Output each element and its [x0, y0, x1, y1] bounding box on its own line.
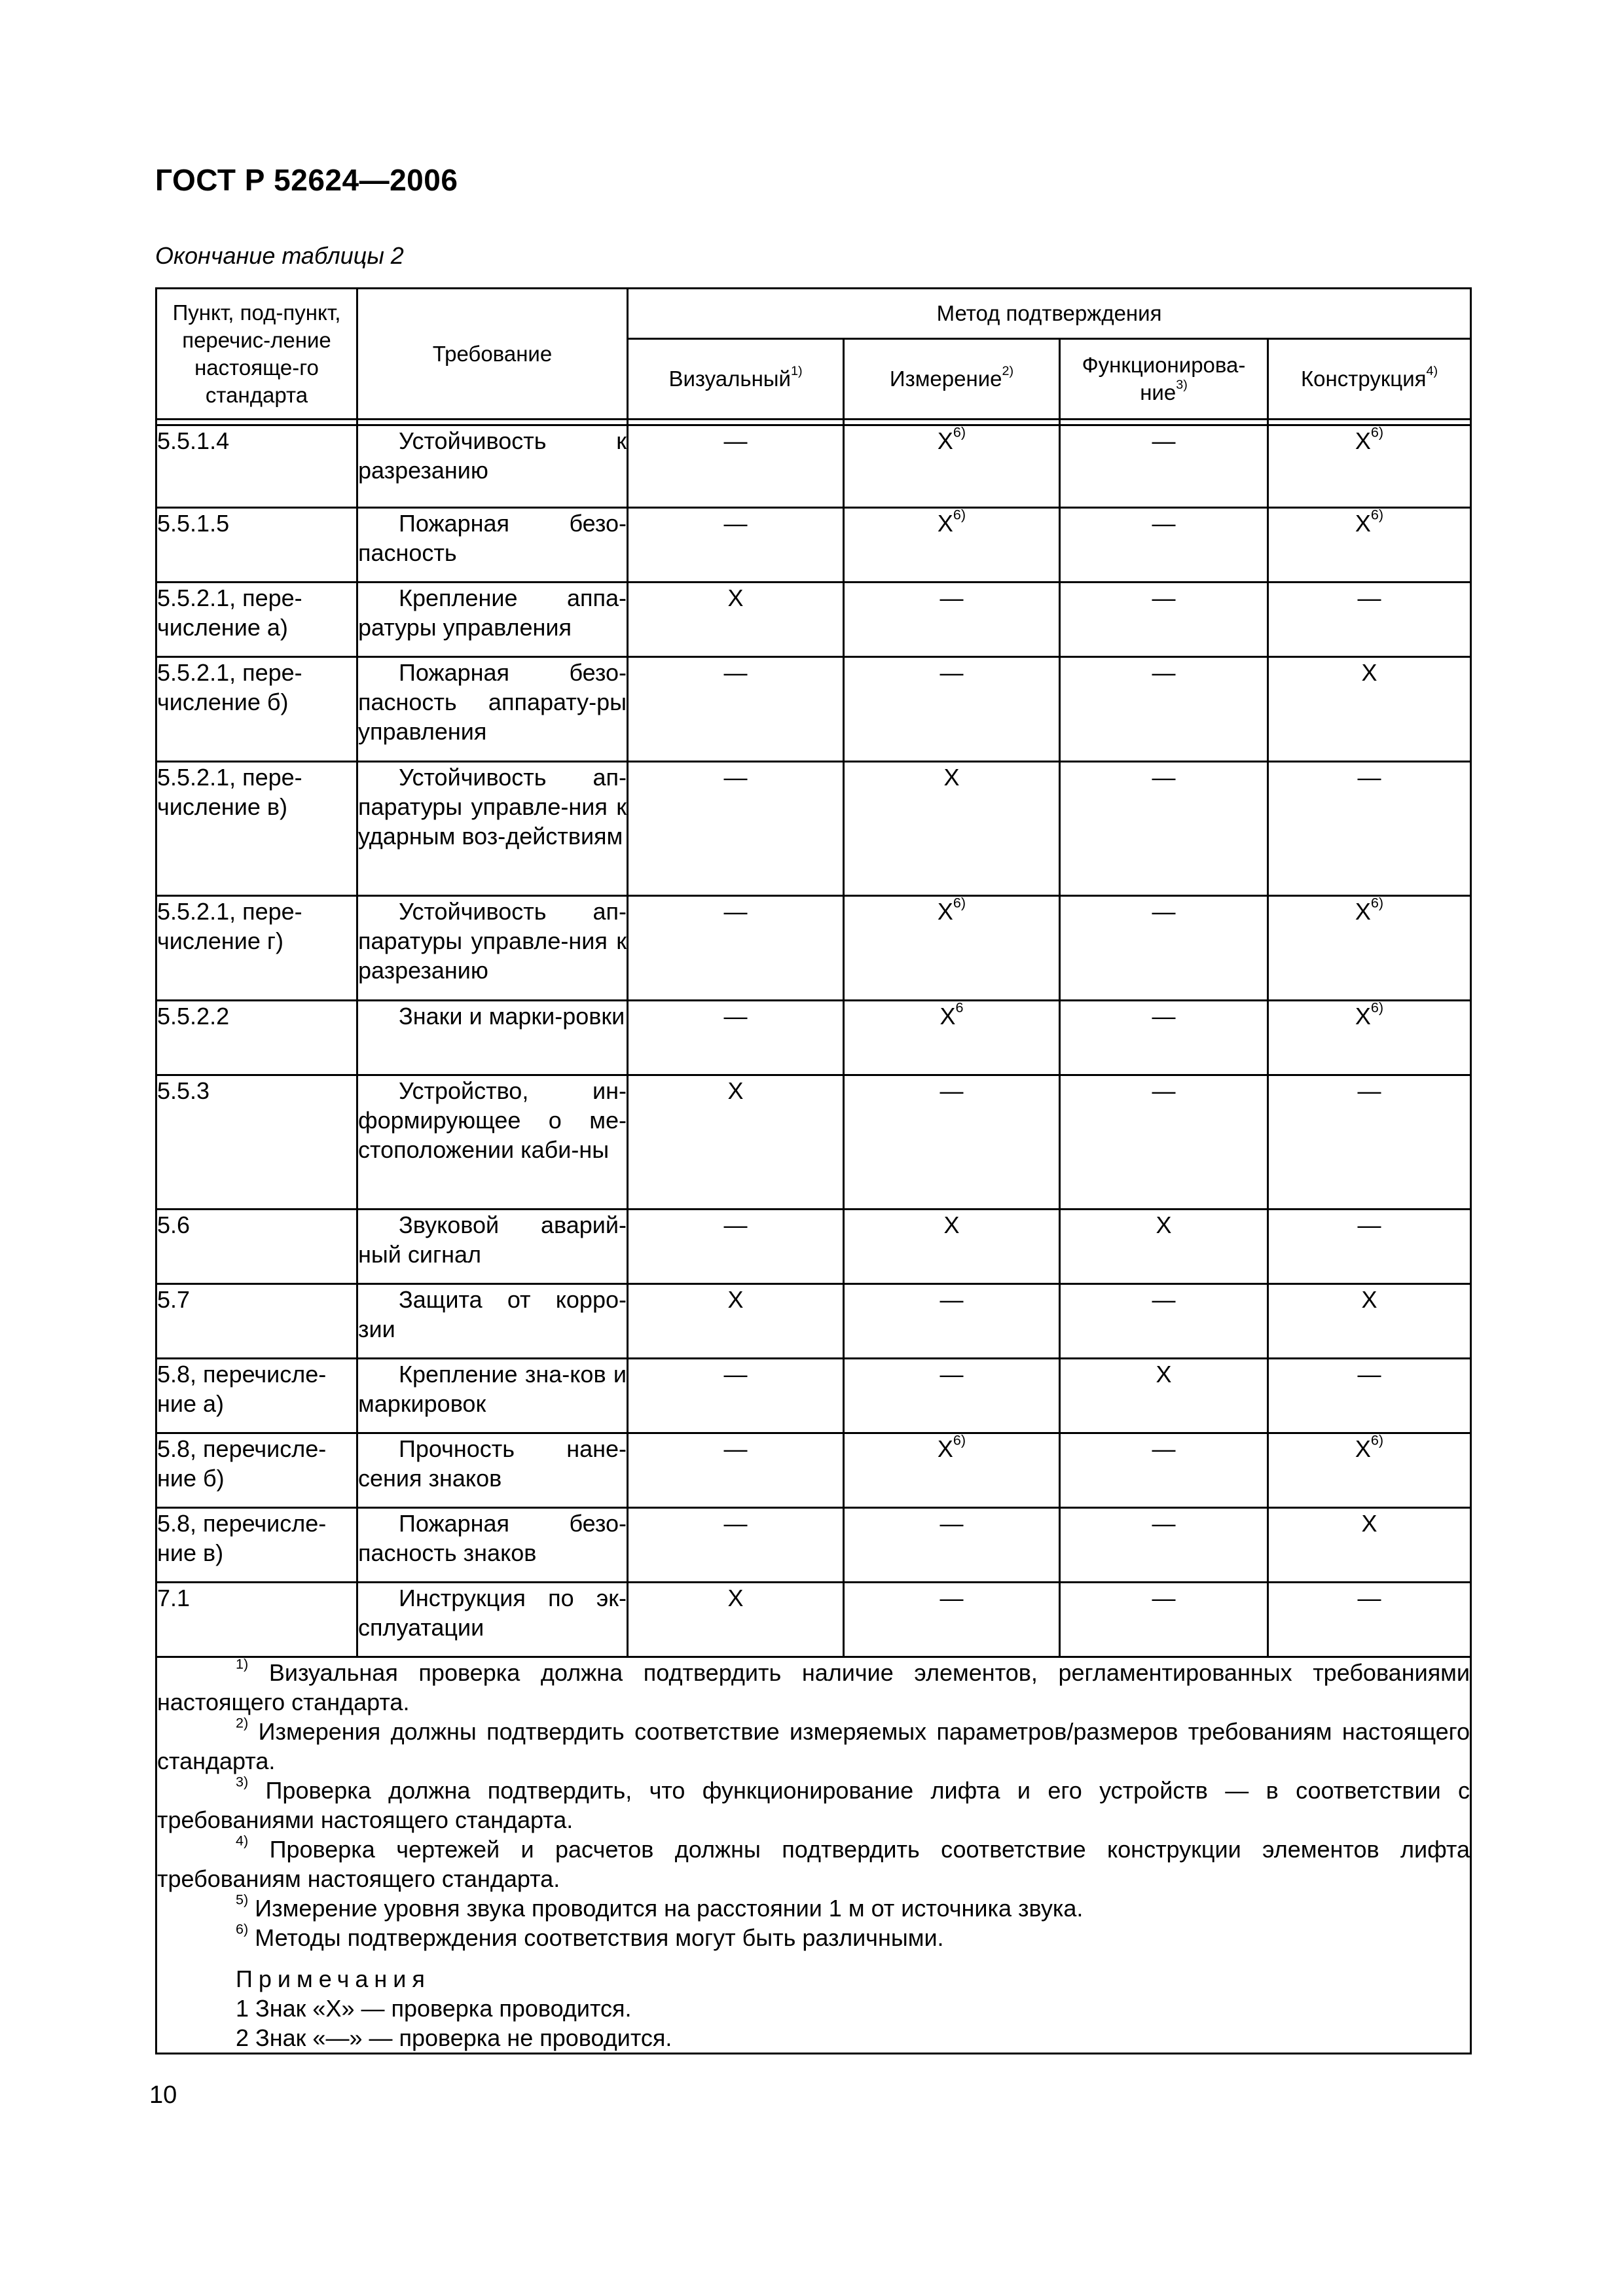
method-cell [844, 762, 1060, 896]
method-label: Конструкция [1300, 367, 1427, 391]
method-cell [844, 1284, 1060, 1359]
method-cell [844, 1075, 1060, 1210]
method-mark: — [723, 1361, 748, 1388]
method-mark: — [1152, 1003, 1176, 1030]
header-method-1 [844, 339, 1060, 420]
method-footnote-ref: 2) [1002, 364, 1014, 379]
requirement-cell [357, 508, 628, 583]
requirement-text: Прочность нане-сения знаков [358, 1435, 627, 1492]
requirement-cell [357, 762, 628, 896]
requirement-text: Пожарная безо-пасность знаков [358, 1510, 627, 1566]
method-cell [1060, 1210, 1268, 1284]
table-row [156, 583, 1471, 657]
method-cell [1060, 762, 1268, 896]
mark-footnote-ref: 6) [1370, 423, 1384, 440]
requirement-text: Звуковой аварий-ный сигнал [358, 1211, 627, 1268]
table-row [156, 1583, 1471, 1657]
requirement-cell [357, 1583, 628, 1657]
requirement-text: Защита от корро-зии [358, 1286, 627, 1342]
method-mark: — [723, 898, 748, 925]
method-mark: — [939, 1361, 964, 1388]
mark-footnote-ref: 6) [1370, 999, 1384, 1016]
method-mark: X [1156, 1361, 1172, 1388]
method-mark: — [723, 427, 748, 454]
method-cell [1060, 1433, 1268, 1508]
method-mark: X [1156, 1211, 1172, 1238]
method-cell [628, 1210, 844, 1284]
requirement-cell [357, 1075, 628, 1210]
note-item: 1 Знак «X» — проверка проводится. [236, 1995, 632, 2022]
method-cell [1060, 425, 1268, 508]
clause-cell: 5.5.2.2 [156, 1001, 357, 1075]
clause-cell: 5.7 [156, 1284, 357, 1359]
method-mark: — [1152, 1510, 1176, 1537]
clause-cell: 5.8, перечисле-ние а) [156, 1359, 357, 1433]
method-cell [1268, 425, 1471, 508]
footnote-number: 6) [236, 1920, 249, 1937]
method-mark: X [727, 1585, 744, 1611]
method-mark: — [1152, 584, 1176, 611]
clause-cell: 5.5.3 [156, 1075, 357, 1210]
table-row [156, 1001, 1471, 1075]
clause-cell: 5.8, перечисле-ние б) [156, 1433, 357, 1508]
method-mark: — [1152, 898, 1176, 925]
separator-cell [628, 420, 844, 425]
method-cell [1060, 1508, 1268, 1583]
table-row [156, 425, 1471, 508]
method-mark: X [939, 1003, 956, 1030]
footnote [157, 1920, 1470, 1952]
method-cell [844, 896, 1060, 1001]
footnote [157, 1655, 1470, 1717]
method-mark: X [1355, 898, 1371, 925]
method-cell [1060, 1001, 1268, 1075]
method-mark: — [939, 659, 964, 686]
footnotes-row [156, 1657, 1471, 2054]
mark-footnote-ref: 6) [1370, 506, 1384, 523]
requirement-cell [357, 657, 628, 762]
requirement-text: Пожарная безо-пасность аппарату-ры управления [358, 659, 627, 745]
method-cell [844, 425, 1060, 508]
method-cell [1268, 1508, 1471, 1583]
method-mark: X [727, 584, 744, 611]
footnote-text: Измерения должны подтвердить соответствие измеряемых параметров/размеров требованиям настоящего стандарта. [157, 1718, 1470, 1774]
method-mark: — [939, 584, 964, 611]
method-cell [844, 1583, 1060, 1657]
table-row [156, 896, 1471, 1001]
method-mark: — [723, 1211, 748, 1238]
separator-cell [1268, 420, 1471, 425]
method-cell [1268, 1359, 1471, 1433]
method-cell [844, 1359, 1060, 1433]
method-mark: — [1152, 510, 1176, 537]
method-cell [628, 1508, 844, 1583]
footnote-text: Методы подтверждения соответствия могут быть различными. [248, 1924, 944, 1951]
table-row [156, 657, 1471, 762]
method-mark: — [723, 1003, 748, 1030]
method-mark: X [727, 1077, 744, 1104]
clause-cell: 7.1 [156, 1583, 357, 1657]
method-mark: X [1361, 1510, 1377, 1537]
method-mark: — [723, 659, 748, 686]
method-mark: — [723, 764, 748, 791]
requirement-text: Знаки и марки-ровки [399, 1003, 625, 1030]
method-mark: — [1357, 764, 1381, 791]
method-mark: X [1361, 1286, 1377, 1313]
method-mark: — [1357, 1077, 1381, 1104]
method-mark: — [939, 1510, 964, 1537]
notes-heading: Примечания [236, 1965, 431, 1992]
method-cell [1060, 1359, 1268, 1433]
method-label: Функционирова-ние [1082, 353, 1246, 404]
method-mark: X [943, 1211, 960, 1238]
mark-footnote-ref: 6) [953, 1431, 966, 1448]
requirement-cell [357, 1359, 628, 1433]
table-caption: Окончание таблицы 2 [155, 242, 404, 269]
method-cell [628, 583, 844, 657]
method-cell [844, 1001, 1060, 1075]
method-cell [628, 1001, 844, 1075]
clause-cell: 5.5.2.1, пере-числение а) [156, 583, 357, 657]
method-cell [1268, 583, 1471, 657]
method-mark: X [943, 764, 960, 791]
requirement-text: Инструкция по эк-сплуатации [358, 1585, 627, 1641]
method-mark: X [1355, 1435, 1371, 1462]
method-mark: — [1152, 1286, 1176, 1313]
clause-cell: 5.5.1.5 [156, 508, 357, 583]
method-cell [844, 508, 1060, 583]
method-cell [1268, 1583, 1471, 1657]
header-separator [156, 420, 1471, 425]
requirement-cell [357, 896, 628, 1001]
mark-footnote-ref: 6) [953, 506, 966, 523]
footnote-text: Проверка должна подтвердить, что функционирование лифта и его устройств — в соответствии с требованиями настоящего стандарта. [157, 1777, 1470, 1833]
method-mark: X [1355, 427, 1371, 454]
header-method-0 [628, 339, 844, 420]
mark-footnote-ref: 6) [1370, 894, 1384, 911]
method-mark: — [1152, 1077, 1176, 1104]
method-mark: X [937, 427, 953, 454]
footnote-number: 4) [236, 1832, 249, 1849]
clause-cell: 5.8, перечисле-ние в) [156, 1508, 357, 1583]
requirement-cell [357, 1284, 628, 1359]
footnote-text: Измерение уровня звука проводится на расстоянии 1 м от источника звука. [248, 1895, 1084, 1922]
method-footnote-ref: 4) [1426, 364, 1438, 379]
footnote-text: Проверка чертежей и расчетов должны подтвердить соответствие конструкции элементов лифта требованиям настоящего стандарта. [157, 1836, 1470, 1892]
requirements-table [155, 287, 1472, 2054]
method-mark: — [1357, 584, 1381, 611]
header-punkt: Пункт, под-пункт, перечис-ление настояще-го стандарта [156, 289, 357, 420]
method-cell [628, 1284, 844, 1359]
method-mark: — [1152, 1435, 1176, 1462]
method-footnote-ref: 3) [1176, 378, 1188, 393]
footnote-number: 5) [236, 1891, 249, 1908]
header-method-3 [1268, 339, 1471, 420]
method-mark: X [1355, 510, 1371, 537]
method-mark: — [939, 1585, 964, 1611]
method-mark: — [723, 1435, 748, 1462]
header-requirement: Требование [357, 289, 628, 420]
method-cell [1268, 657, 1471, 762]
requirement-cell [357, 1433, 628, 1508]
method-cell [1060, 1583, 1268, 1657]
separator-cell [844, 420, 1060, 425]
footnote [157, 1714, 1470, 1776]
requirement-cell [357, 1508, 628, 1583]
method-mark: X [1361, 659, 1377, 686]
method-cell [1268, 1001, 1471, 1075]
method-mark: — [723, 510, 748, 537]
method-mark: X [937, 1435, 953, 1462]
footnote [157, 1893, 1470, 1923]
footnote-number: 2) [236, 1714, 249, 1731]
method-cell [1060, 508, 1268, 583]
method-cell [844, 1210, 1060, 1284]
note-item: 2 Знак «—» — проверка не проводится. [236, 2024, 672, 2051]
table-row [156, 1075, 1471, 1210]
method-mark: — [939, 1286, 964, 1313]
requirement-text: Устойчивость к разрезанию [358, 427, 627, 484]
page-number: 10 [149, 2081, 177, 2109]
method-cell [1060, 583, 1268, 657]
separator-cell [156, 420, 357, 425]
method-mark: X [727, 1286, 744, 1313]
clause-cell: 5.5.1.4 [156, 425, 357, 508]
method-cell [628, 896, 844, 1001]
method-cell [628, 1359, 844, 1433]
method-label: Измерение [889, 367, 1002, 391]
footnote-text: Визуальная проверка должна подтвердить наличие элементов, регламентированных требованиями настоящего стандарта. [157, 1659, 1470, 1715]
clause-cell: 5.6 [156, 1210, 357, 1284]
mark-footnote-ref: 6 [955, 999, 964, 1016]
footnote-number: 3) [236, 1773, 249, 1790]
requirement-text: Устойчивость ап-паратуры управле-ния к разрезанию [358, 898, 627, 984]
method-cell [628, 1075, 844, 1210]
method-footnote-ref: 1) [790, 364, 803, 379]
method-mark: — [1152, 659, 1176, 686]
requirement-text: Пожарная безо-пасность [358, 510, 627, 566]
requirement-text: Крепление зна-ков и маркировок [358, 1361, 627, 1417]
method-cell [1060, 1284, 1268, 1359]
table-row [156, 1284, 1471, 1359]
clause-cell: 5.5.2.1, пере-числение б) [156, 657, 357, 762]
document-header: ГОСТ Р 52624—2006 [155, 163, 458, 197]
method-cell [1060, 657, 1268, 762]
method-mark: X [937, 510, 953, 537]
method-cell [1268, 896, 1471, 1001]
footnote [157, 1832, 1470, 1893]
method-cell [1060, 1075, 1268, 1210]
method-cell [628, 508, 844, 583]
method-cell [628, 657, 844, 762]
method-mark: — [723, 1510, 748, 1537]
method-cell [628, 762, 844, 896]
requirement-cell [357, 1210, 628, 1284]
table-row [156, 1433, 1471, 1508]
method-cell [844, 657, 1060, 762]
method-cell [1268, 1284, 1471, 1359]
method-mark: — [1152, 427, 1176, 454]
method-cell [1268, 1210, 1471, 1284]
method-cell [1268, 508, 1471, 583]
table-row [156, 1210, 1471, 1284]
method-cell [1268, 1433, 1471, 1508]
table-row [156, 1359, 1471, 1433]
method-cell [628, 425, 844, 508]
requirement-cell [357, 583, 628, 657]
method-cell [844, 1433, 1060, 1508]
header-method-2 [1060, 339, 1268, 420]
mark-footnote-ref: 6) [953, 894, 966, 911]
requirement-text: Крепление аппа-ратуры управления [358, 584, 627, 641]
method-cell [628, 1583, 844, 1657]
mark-footnote-ref: 6) [953, 423, 966, 440]
method-mark: — [1357, 1585, 1381, 1611]
method-mark: — [1357, 1211, 1381, 1238]
footnote-number: 1) [236, 1655, 249, 1672]
method-cell [844, 583, 1060, 657]
method-mark: X [1355, 1003, 1371, 1030]
table-row [156, 508, 1471, 583]
header-method: Метод подтверждения [628, 289, 1471, 339]
footnote [157, 1773, 1470, 1835]
requirement-text: Устройство, ин-формирующее о ме-стоположении каби-ны [358, 1077, 627, 1163]
method-cell [844, 1508, 1060, 1583]
requirement-text: Устойчивость ап-паратуры управле-ния к ударным воз-действиям [358, 764, 627, 850]
requirement-cell [357, 1001, 628, 1075]
table-row [156, 1508, 1471, 1583]
requirement-cell [357, 425, 628, 508]
method-mark: X [937, 898, 953, 925]
separator-cell [1060, 420, 1268, 425]
method-mark: — [1357, 1361, 1381, 1388]
footnotes-cell [156, 1657, 1471, 2054]
method-label: Визуальный [668, 367, 791, 391]
method-cell [628, 1433, 844, 1508]
clause-cell: 5.5.2.1, пере-числение в) [156, 762, 357, 896]
mark-footnote-ref: 6) [1370, 1431, 1384, 1448]
method-cell [1268, 762, 1471, 896]
method-cell [1268, 1075, 1471, 1210]
table-row [156, 762, 1471, 896]
method-mark: — [1152, 1585, 1176, 1611]
method-cell [1060, 896, 1268, 1001]
clause-cell: 5.5.2.1, пере-числение г) [156, 896, 357, 1001]
separator-cell [357, 420, 628, 425]
method-mark: — [939, 1077, 964, 1104]
method-mark: — [1152, 764, 1176, 791]
